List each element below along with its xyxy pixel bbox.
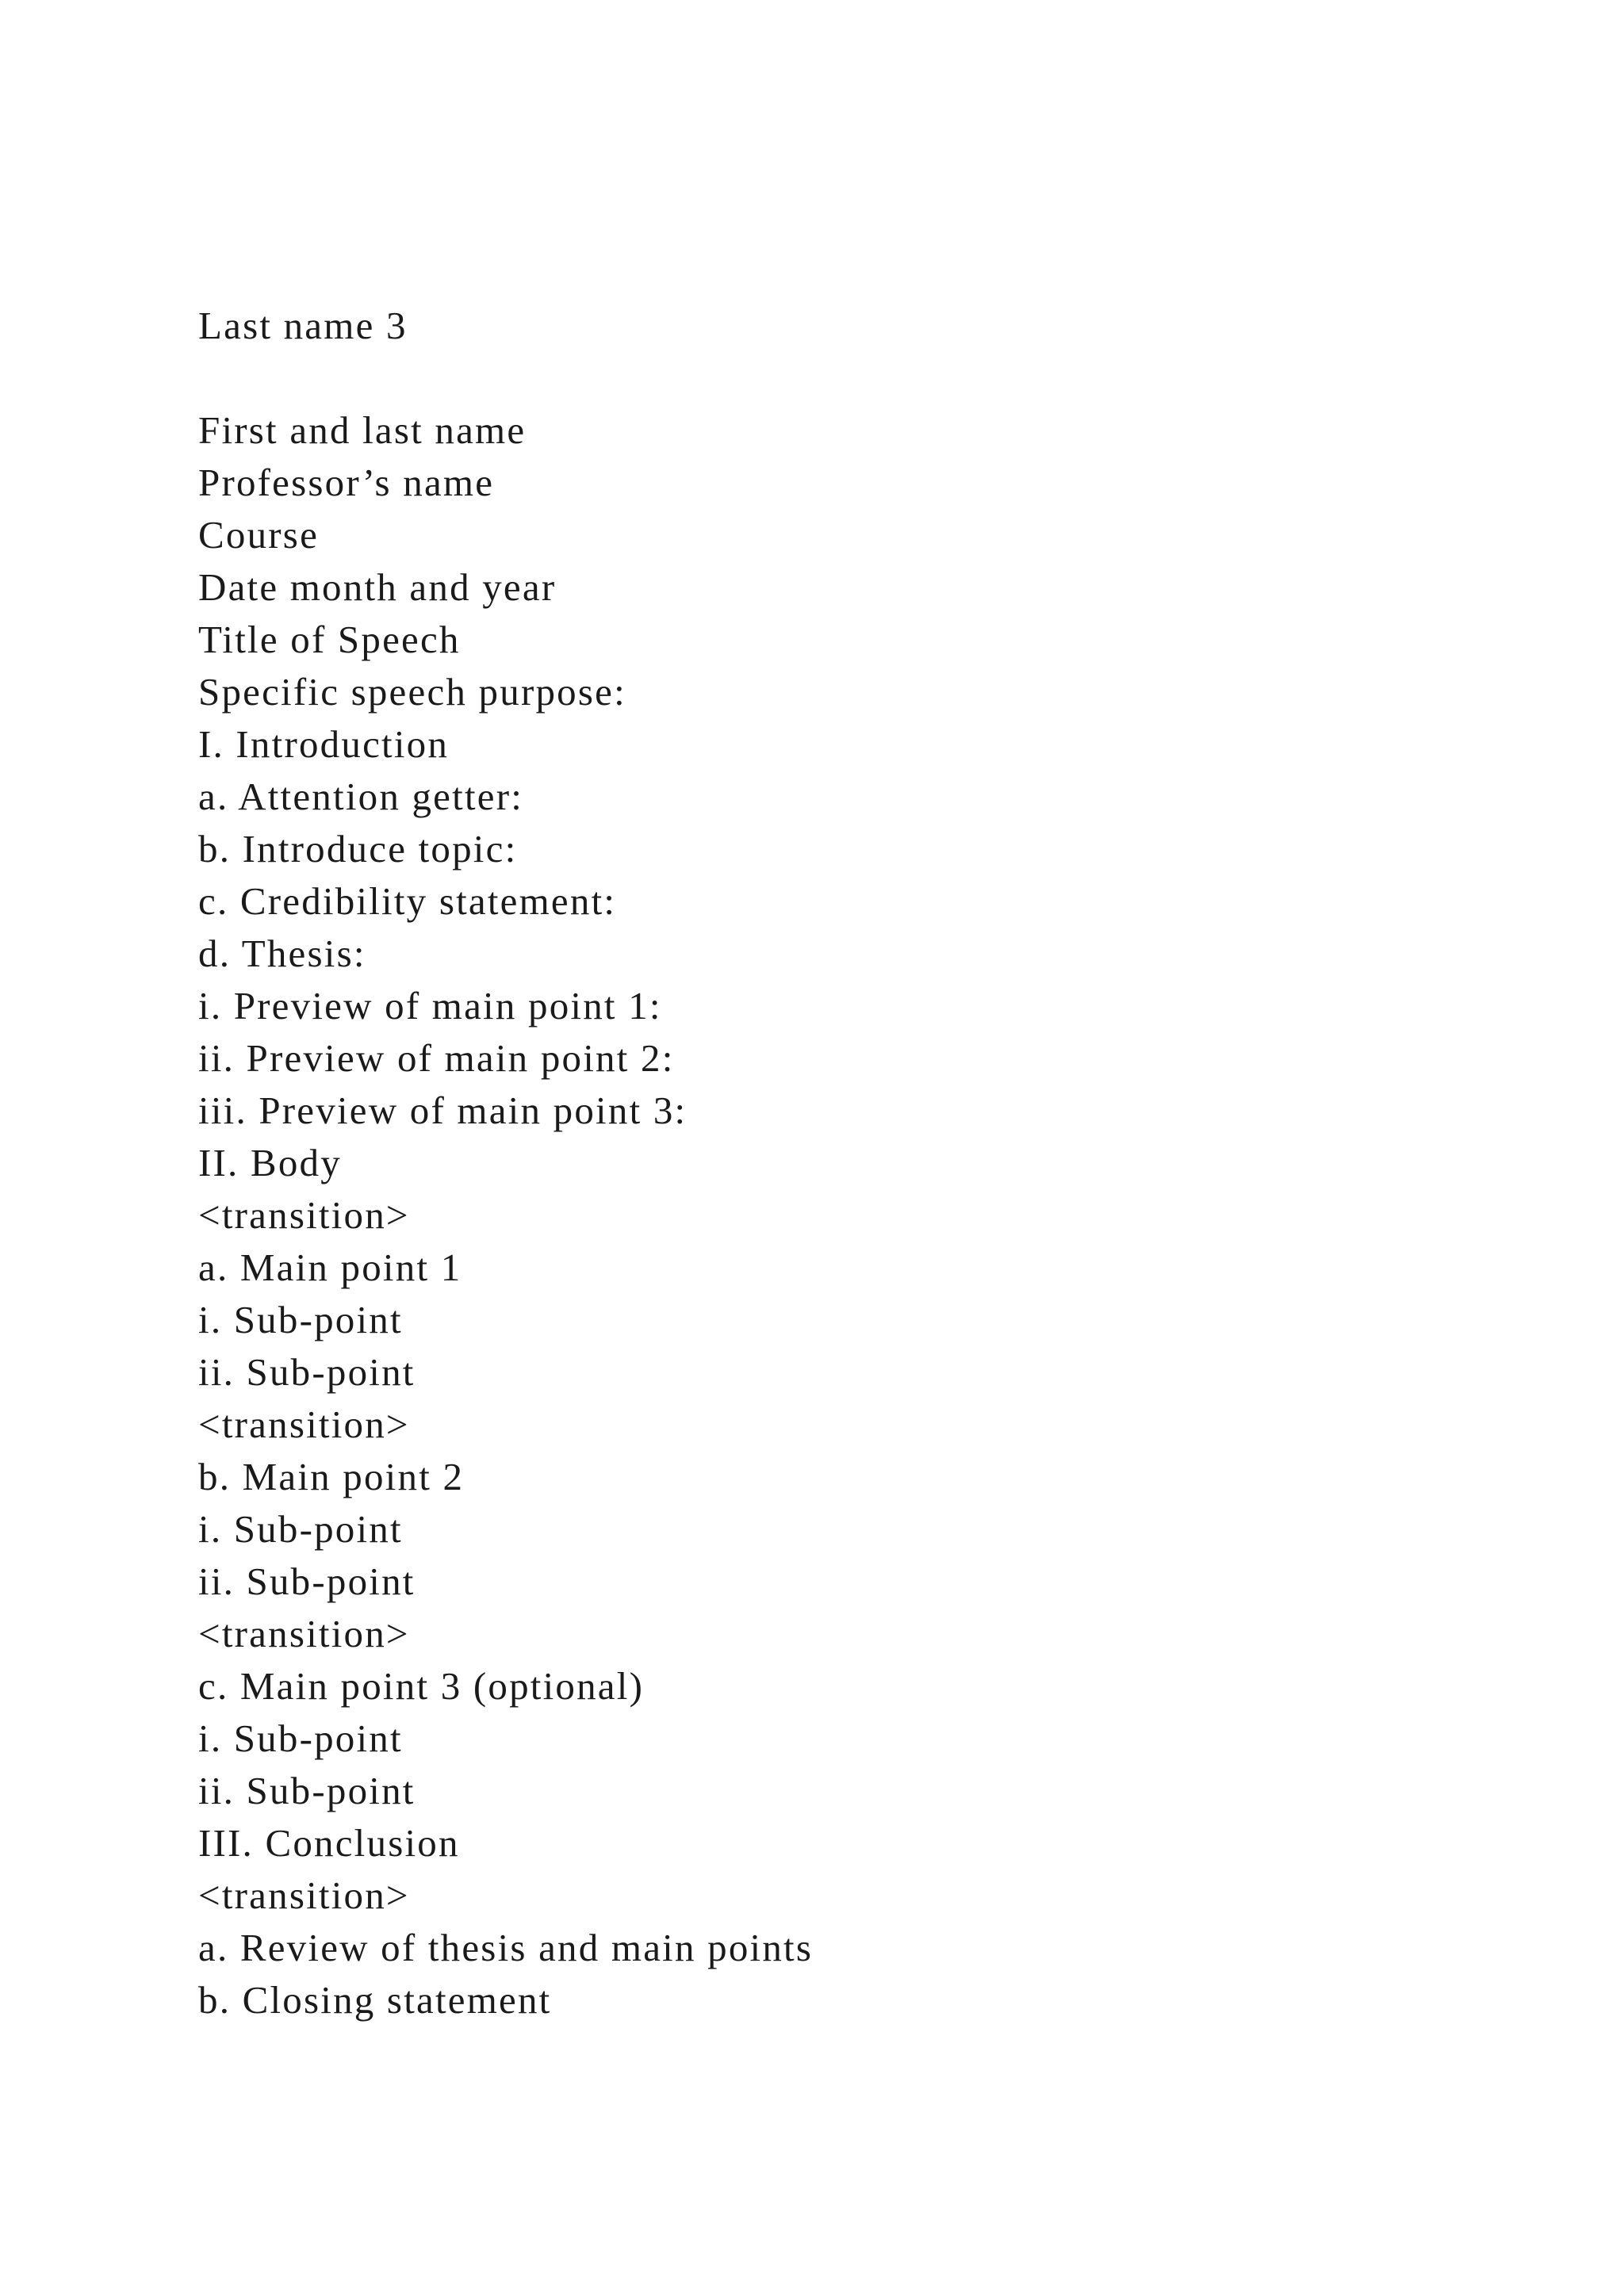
transition-2: <transition> [198,1402,410,1446]
blank-line [198,352,813,404]
date-line: Date month and year [198,565,557,609]
main-point-2: b. Main point 2 [198,1455,465,1498]
closing-statement: b. Closing statement [198,1978,552,2022]
body-heading: II. Body [198,1141,342,1184]
main-point-3-sub-1: i. Sub-point [198,1716,403,1760]
preview-main-point-3: iii. Preview of main point 3: [198,1089,688,1132]
conclusion-heading: III. Conclusion [198,1821,460,1865]
professor-name: Professor’s name [198,461,495,504]
course-name: Course [198,513,320,557]
preview-main-point-2: ii. Preview of main point 2: [198,1036,675,1080]
student-name: First and last name [198,408,527,452]
conclusion-transition: <transition> [198,1873,410,1917]
speech-purpose: Specific speech purpose: [198,670,626,714]
transition-1: <transition> [198,1193,410,1237]
main-point-3-sub-2: ii. Sub-point [198,1769,416,1812]
preview-main-point-1: i. Preview of main point 1: [198,984,662,1027]
thesis: d. Thesis: [198,932,366,975]
main-point-2-sub-2: ii. Sub-point [198,1559,416,1603]
main-point-1-sub-2: ii. Sub-point [198,1350,416,1394]
running-head: Last name 3 [198,304,408,347]
introduce-topic: b. Introduce topic: [198,827,518,871]
introduction-heading: I. Introduction [198,722,450,766]
review-thesis: a. Review of thesis and main points [198,1926,814,1969]
credibility-statement: c. Credibility statement: [198,879,617,923]
main-point-1-sub-1: i. Sub-point [198,1298,403,1341]
transition-3: <transition> [198,1612,410,1655]
main-point-1: a. Main point 1 [198,1246,462,1289]
document-body [198,300,813,2026]
main-point-3: c. Main point 3 (optional) [198,1664,645,1708]
speech-title: Title of Speech [198,618,461,661]
main-point-2-sub-1: i. Sub-point [198,1507,403,1551]
attention-getter: a. Attention getter: [198,775,524,818]
